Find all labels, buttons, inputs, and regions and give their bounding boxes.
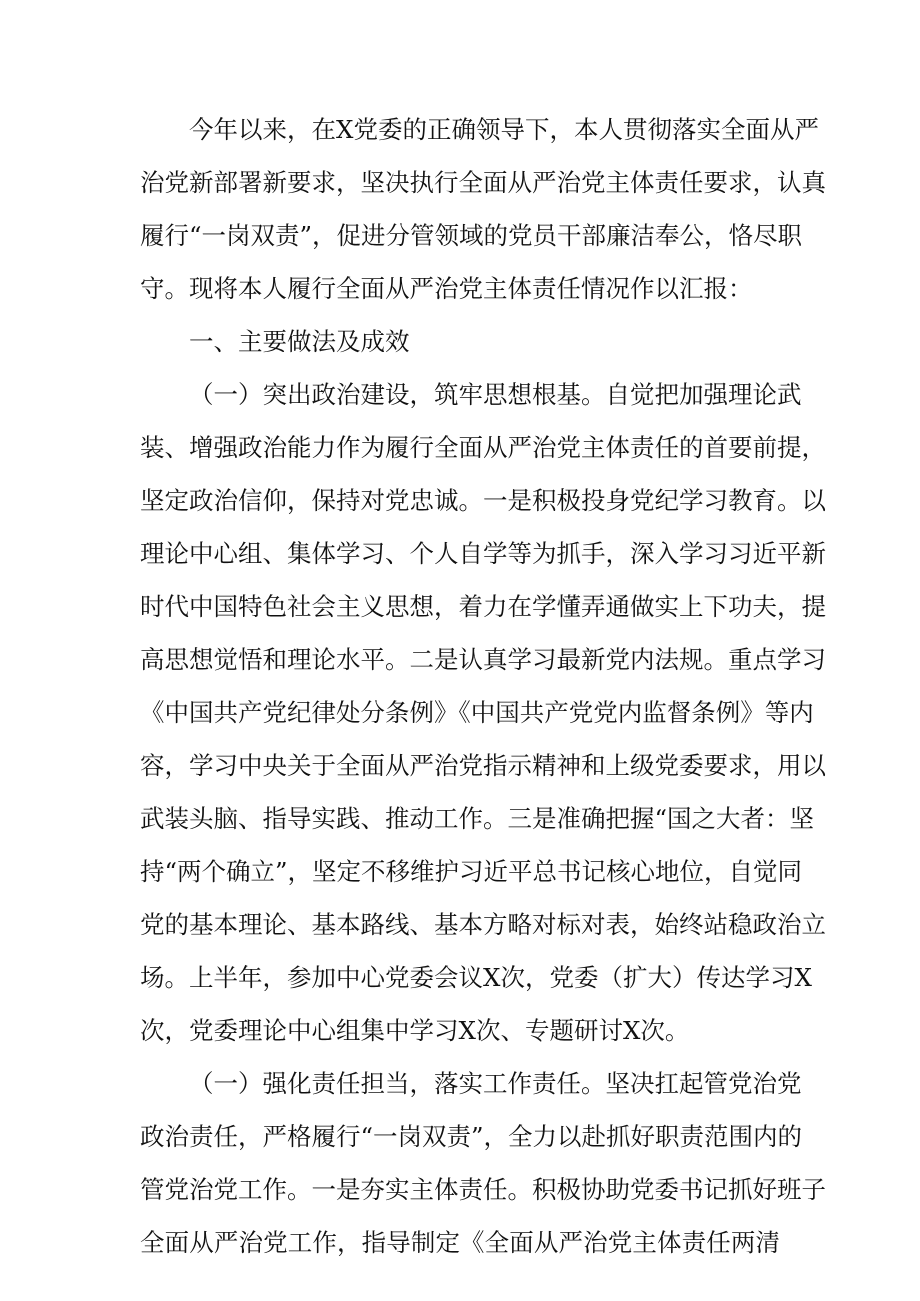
intro-line-2: 治党新部署新要求，坚决执行全面从严治党主体责任要求，认真	[140, 168, 826, 197]
section1-line-9: 武装头脑、指导实践、推动工作。三是准确把握“国之大者：坚	[140, 804, 815, 833]
intro-line-1: 今年以来，在X党委的正确领导下，本人贯彻落实全面从严	[189, 115, 819, 144]
section-heading: 一、主要做法及成效	[189, 327, 410, 356]
section1-line-5: 时代中国特色社会主义思想，着力在学懂弄通做实上下功夫，提	[140, 592, 826, 621]
section1-line-4: 理论中心组、集体学习、个人自学等为抓手，深入学习习近平新	[140, 539, 826, 568]
section2-line-1: （一）强化责任担当，落实工作责任。坚决扛起管党治党	[189, 1069, 802, 1098]
section1-line-2: 装、增强政治能力作为履行全面从严治党主体责任的首要前提，	[140, 433, 826, 462]
section1-line-6: 高思想觉悟和理论水平。二是认真学习最新党内法规。重点学习	[140, 645, 826, 674]
section1-line-12: 场。上半年，参加中心党委会议X次，党委（扩大）传达学习X	[140, 963, 812, 992]
intro-line-4: 守。现将本人履行全面从严治党主体责任情况作以汇报：	[140, 274, 753, 303]
section1-line-11: 党的基本理论、基本路线、基本方略对标对表，始终站稳政治立	[140, 910, 826, 939]
section2-line-2: 政治责任，严格履行“一岗双责”，全力以赴抓好职责范围内的	[140, 1122, 803, 1151]
section1-line-3: 坚定政治信仰，保持对党忠诚。一是积极投身党纪学习教育。以	[140, 486, 826, 515]
section2-line-3: 管党治党工作。一是夯实主体责任。积极协助党委书记抓好班子	[140, 1175, 826, 1204]
section1-line-7: 《中国共产党纪律处分条例》《中国共产党党内监督条例》等内	[140, 698, 814, 727]
section1-line-10: 持“两个确立”，坚定不移维护习近平总书记核心地位，自觉同	[140, 857, 803, 886]
section1-line-8: 容，学习中央关于全面从严治党指示精神和上级党委要求，用以	[140, 751, 826, 780]
intro-line-3: 履行“一岗双责”，促进分管领域的党员干部廉洁奉公，恪尽职	[140, 221, 803, 250]
section1-line-13: 次，党委理论中心组集中学习X次、专题研讨X次。	[140, 1016, 690, 1045]
section1-line-1: （一）突出政治建设，筑牢思想根基。自觉把加强理论武	[189, 380, 802, 409]
section2-line-4: 全面从严治党工作，指导制定《全面从严治党主体责任两清	[140, 1228, 780, 1257]
